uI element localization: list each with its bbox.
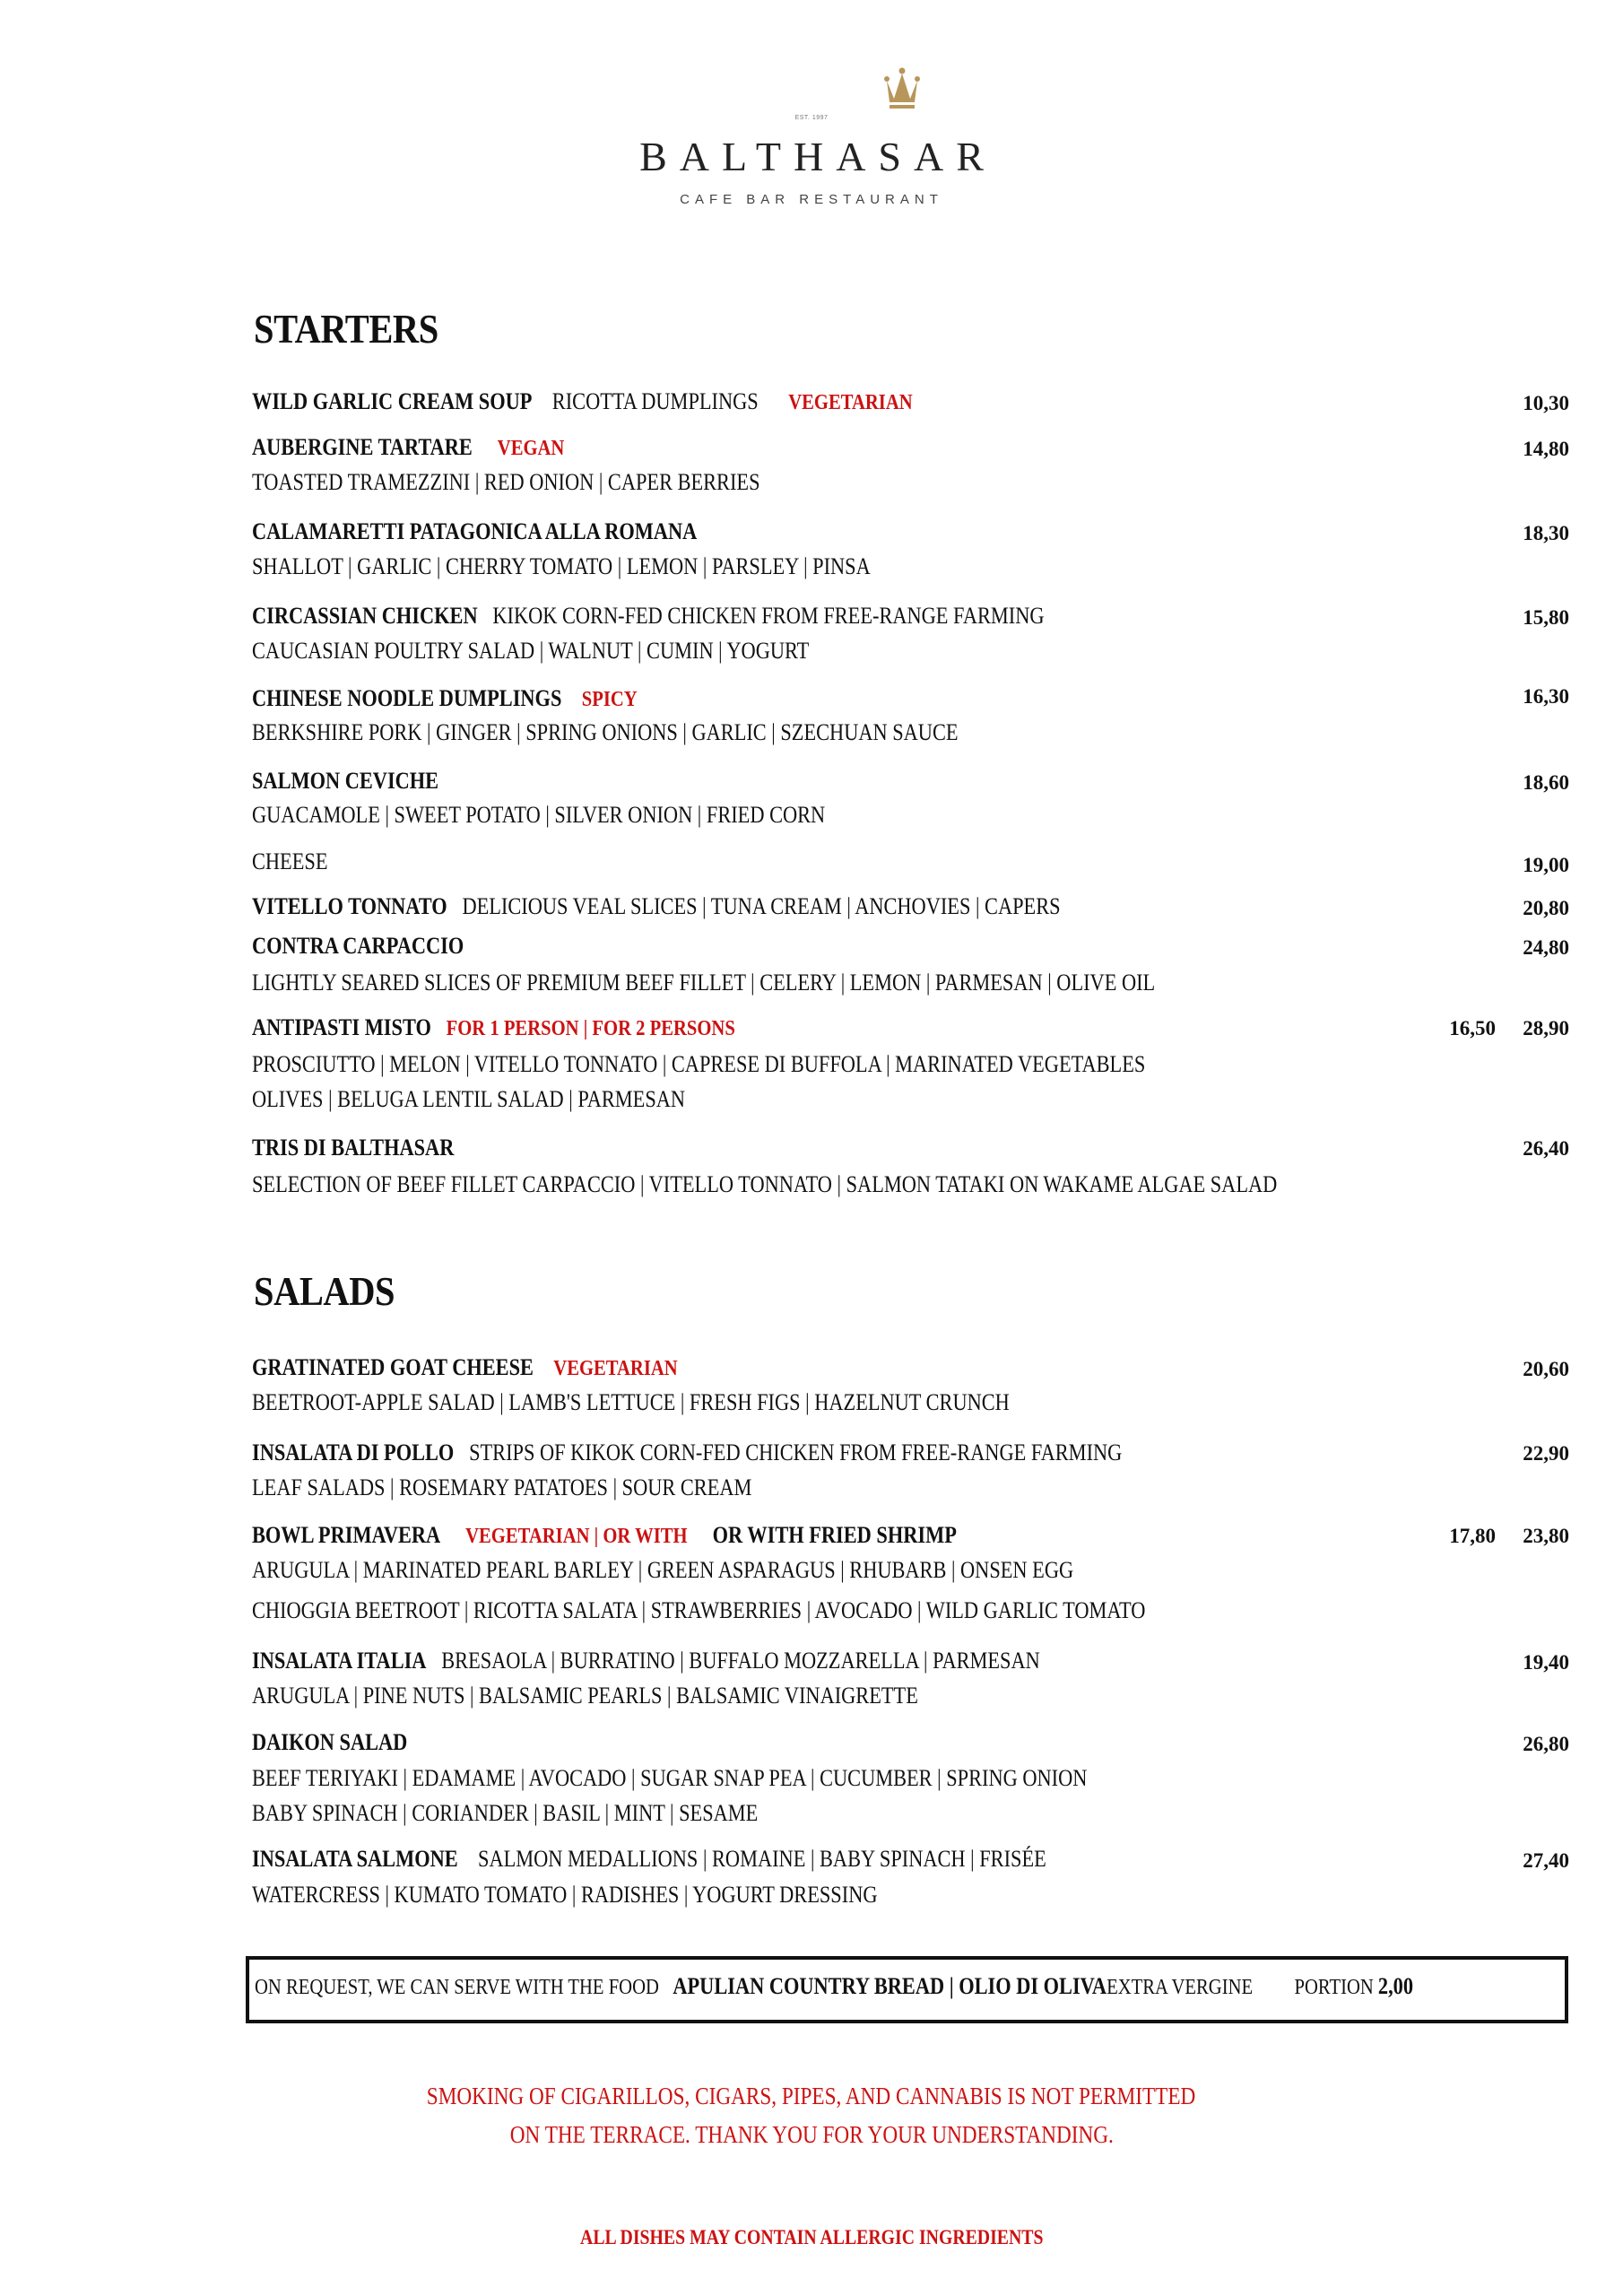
menu-item-tris-di-balthasar [252,1135,454,1161]
diet-tag: SPICY [581,688,638,711]
item-description: LIGHTLY SEARED SLICES OF PREMIUM BEEF FILLET | CELERY | LEMON | PARMESAN | OLIVE OIL [252,970,1156,996]
item-description: SELECTION OF BEEF FILLET CARPACCIO | VITELLO TONNATO | SALMON TATAKI ON WAKAME ALGAE SALAD [252,1171,1278,1197]
item-description: WATERCRESS | KUMATO TOMATO | RADISHES | YOGURT DRESSING [252,1882,878,1908]
item-description: CAUCASIAN POULTRY SALAD | WALNUT | CUMIN | YOGURT [252,638,810,664]
menu-item-insalata-di-pollo [252,1439,1122,1466]
item-description: GUACAMOLE | SWEET POTATO | SILVER ONION | FRIED CORN [252,802,826,828]
menu-item-insalata-italia [252,1648,1040,1674]
menu-item-antipasti-misto [252,1014,735,1041]
menu-item-chinese-noodle-dumplings [252,685,638,712]
item-name: DAIKON SALAD [252,1729,408,1755]
item-description: LEAF SALADS | ROSEMARY PATATOES | SOUR CREAM [252,1474,752,1500]
est-year: EST. 1997 [794,115,829,121]
bread-notice-text [255,1973,1413,2000]
notice-bold: APULIAN COUNTRY BREAD | OLIO DI OLIVA [673,1973,1107,1999]
item-description: PROSCIUTTO | MELON | VITELLO TONNATO | CAPRESE DI BUFFOLA | MARINATED VEGETABLES [252,1051,1146,1077]
item-description: BABY SPINACH | CORIANDER | BASIL | MINT | SESAME [252,1800,759,1826]
menu-item-calamaretti [252,518,697,545]
item-price: 26,80 [1523,1733,1569,1755]
brand-name: BALTHASAR [639,134,996,179]
item-price: 26,40 [1523,1137,1569,1160]
item-description: SHALLOT | GARLIC | CHERRY TOMATO | LEMON | PARSLEY | PINSA [252,553,871,579]
diet-tag: VEGETARIAN [788,391,913,414]
allergy-notice: ALL DISHES MAY CONTAIN ALLERGIC INGREDIENTS [579,2226,1044,2248]
menu-item-contra-carpaccio [252,933,464,960]
item-name: INSALATA SALMONE [252,1846,458,1872]
item-price: 23,80 [1523,1525,1569,1547]
item-inline-desc: DELICIOUS VEAL SLICES | TUNA CREAM | ANCHOVIES | CAPERS [462,893,1061,919]
item-inline-desc: BRESAOLA | BURRATINO | BUFFALO MOZZARELLA | PARMESAN [441,1648,1040,1674]
diet-tag: VEGETARIAN | OR WITH [465,1525,688,1548]
item-price: 19,00 [1523,854,1569,876]
menu-item-daikon-salad [252,1729,407,1756]
item-price: 24,80 [1523,936,1569,959]
menu-item-cheese [252,848,327,875]
item-description: BEETROOT-APPLE SALAD | LAMB'S LETTUCE | FRESH FIGS | HAZELNUT CRUNCH [252,1389,1010,1415]
menu-item-circassian-chicken [252,603,1045,630]
item-price: 18,30 [1523,522,1569,544]
portion-price: 2,00 [1377,1973,1414,1999]
item-name: BOWL PRIMAVERA [252,1522,441,1548]
item-inline-desc: RICOTTA DUMPLINGS [551,388,759,414]
menu-item-aubergine-tartare [252,434,564,461]
item-name: TRIS DI BALTHASAR [252,1135,455,1161]
item-description: TOASTED TRAMEZZINI | RED ONION | CAPER BERRIES [252,469,760,495]
item-name: CONTRA CARPACCIO [252,933,464,959]
item-inline-desc: STRIPS OF KIKOK CORN-FED CHICKEN FROM FREE-RANGE FARMING [469,1439,1123,1465]
menu-item-insalata-salmone [252,1846,1046,1873]
item-description: BERKSHIRE PORK | GINGER | SPRING ONIONS | GARLIC | SZECHUAN SAUCE [252,719,959,745]
item-price: 16,30 [1523,685,1569,708]
item-name: INSALATA ITALIA [252,1648,427,1674]
notice-suffix: EXTRA VERGINE [1107,1976,1254,1999]
item-name: WILD GARLIC CREAM SOUP [252,388,533,414]
item-name: CIRCASSIAN CHICKEN [252,603,478,629]
item-price: 14,80 [1523,438,1569,460]
item-name: VITELLO TONNATO [252,893,447,919]
item-description: BEEF TERIYAKI | EDAMAME | AVOCADO | SUGAR SNAP PEA | CUCUMBER | SPRING ONION [252,1765,1088,1791]
diet-tag: VEGETARIAN [553,1357,678,1380]
portion-label: PORTION [1294,1976,1374,1999]
item-name: INSALATA DI POLLO [252,1439,455,1465]
notice-prefix: ON REQUEST, WE CAN SERVE WITH THE FOOD [255,1976,659,1999]
menu-item-vitello-tonnato [252,893,1061,920]
item-name: ANTIPASTI MISTO [252,1014,431,1040]
item-price: 15,80 [1523,606,1569,629]
item-price: 10,30 [1523,392,1569,414]
item-description: ARUGULA | PINE NUTS | BALSAMIC PEARLS | BALSAMIC VINAIGRETTE [252,1683,918,1709]
item-name: SALMON CEVICHE [252,768,439,794]
item-name: CHINESE NOODLE DUMPLINGS [252,685,562,711]
menu-item-salmon-ceviche [252,768,438,795]
item-name: CALAMARETTI PATAGONICA ALLA ROMANA [252,518,698,544]
item-description: ARUGULA | MARINATED PEARL BARLEY | GREEN ASPARAGUS | RHUBARB | ONSEN EGG [252,1557,1074,1583]
item-name: GRATINATED GOAT CHEESE [252,1354,534,1380]
item-price: 19,40 [1523,1651,1569,1674]
item-price: 20,80 [1523,897,1569,919]
brand-tagline: CAFE BAR RESTAURANT [680,192,943,207]
smoking-notice-line-1: SMOKING OF CIGARILLOS, CIGARS, PIPES, AND CANNABIS IS NOT PERMITTED [427,2083,1196,2109]
item-inline-desc: SALMON MEDALLIONS | ROMAINE | BABY SPINACH | FRISÉE [478,1846,1046,1872]
item-inline-desc: CHEESE [252,848,328,874]
item-price: 22,90 [1523,1442,1569,1465]
item-price: 28,90 [1523,1017,1569,1039]
item-description: CHIOGGIA BEETROOT | RICOTTA SALATA | STRAWBERRIES | AVOCADO | WILD GARLIC TOMATO [252,1597,1146,1623]
menu-item-gratinated-goat-cheese [252,1354,678,1381]
crown-logo-icon [879,66,925,113]
section-title-starters: STARTERS [254,306,438,352]
diet-tag: VEGAN [497,437,565,460]
item-price: 18,60 [1523,771,1569,794]
section-title-salads: SALADS [254,1268,395,1314]
item-price: 27,40 [1523,1849,1569,1872]
smoking-notice-line-2: ON THE TERRACE. THANK YOU FOR YOUR UNDERSTANDING. [509,2121,1114,2148]
menu-item-wild-garlic-cream-soup [252,388,913,415]
item-price-alt: 17,80 [1449,1525,1496,1547]
item-price: 20,60 [1523,1358,1569,1380]
item-name: AUBERGINE TARTARE [252,434,473,460]
item-variant: OR WITH FRIED SHRIMP [712,1522,957,1548]
item-price-alt: 16,50 [1449,1017,1496,1039]
menu-item-bowl-primavera [252,1522,957,1549]
item-inline-desc: KIKOK CORN-FED CHICKEN FROM FREE-RANGE FARMING [492,603,1045,629]
portion-tag: FOR 1 PERSON | FOR 2 PERSONS [446,1017,735,1040]
item-description: OLIVES | BELUGA LENTIL SALAD | PARMESAN [252,1086,686,1112]
